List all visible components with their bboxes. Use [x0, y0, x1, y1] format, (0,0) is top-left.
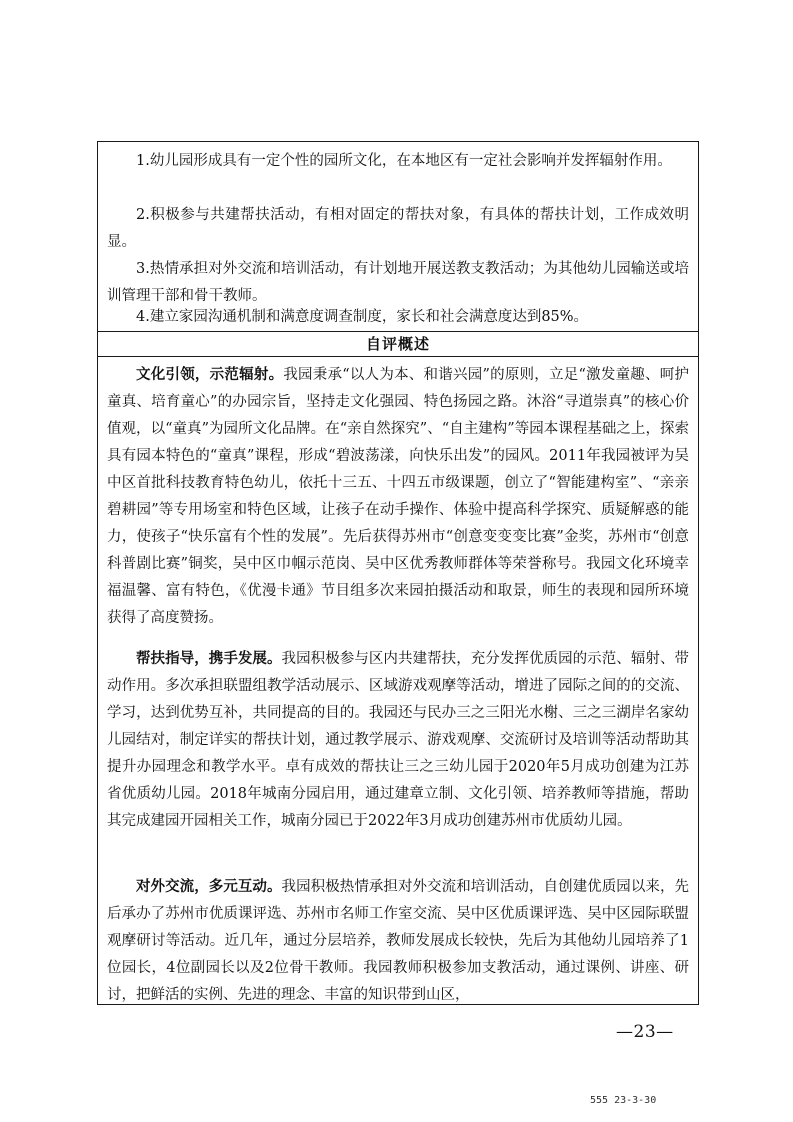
self-evaluation-body [98, 357, 698, 1004]
paragraph [107, 874, 689, 1009]
criteria-item: 1.幼儿园形成具有一定个性的园所文化，在本地区有一定社会影响并发挥辐射作用。 [136, 153, 672, 169]
section-header: 自评概述 [98, 332, 698, 357]
criteria-item: 4.建立家园沟通机制和满意度调查制度，家长和社会满意度达到85%。 [136, 309, 589, 325]
evaluation-table [97, 141, 699, 1005]
paragraph-lead: 文化引领，示范辐射。 [136, 367, 284, 383]
print-stamp: 555 23-3-30 [590, 1095, 657, 1106]
paragraph-lead: 对外交流，多元互动。 [136, 879, 282, 895]
paragraph [107, 646, 689, 835]
paragraph-text: 我园积极参与区内共建帮扶，充分发挥优质园的示范、辐射、带动作用。多次承担联盟组教学活动展示、区域游戏观摩等活动，增进了园际之间的的交流、学习，达到优势互补，共同提高的目的。我园还与民办三之三阳光水榭、三之三湖岸名家幼儿园结对，制定详实的帮扶计划，通过教学展示、游戏观摩、交流研讨及培训等活动帮助其提升办园理念和教学水平。卓有成效的帮扶让三之三幼儿园于2020年5月成功创建为江苏省优质幼儿园。2018年城南分园启用，通过建章立制、文化引领、培养教师等措施，帮助其完成建园开园相关工作，城南分园已于2022年3月成功创建苏州市优质幼儿园。 [107, 651, 690, 829]
paragraph [107, 362, 689, 632]
criteria-item: 2.积极参与共建帮扶活动，有相对固定的帮扶对象，有具体的帮扶计划，工作成效明显。 [107, 207, 689, 250]
page-number: —23— [616, 1022, 674, 1042]
criteria-cell [98, 142, 698, 332]
paragraph-text: 我园积极热情承担对外交流和培训活动，自创建优质园以来，先后承办了苏州市优质课评选、苏州市名师工作室交流、吴中区优质课评选、吴中区园际联盟观摩研讨等活动。近几年，通过分层培养，教师发展成长较快，先后为其他幼儿园培养了1位园长，4位副园长以及2位骨干教师。我园教师积极参加支教活动，通过课例、讲座、研讨，把鲜活的实例、先进的理念、丰富的知识带到山区， [107, 879, 690, 1003]
paragraph-text: 我园秉承“以人为本、和谐兴园”的原则，立足“激发童趣、呵护童真、培育童心”的办园宗旨，坚持走文化强园、特色扬园之路。沐浴“寻道崇真”的核心价值观，以“童真”为园所文化品牌。在“亲自然探究”、“自主建构”等园本课程基础之上，探索具有园本特色的“童真”课程，形成“碧波荡漾，向快乐出发”的园风。2011年我园被评为吴中区首批科技教育特色幼儿，依托十三五、十四五市级课题，创立了“智能建构室”、“亲亲碧耕园”等专用场室和特色区域，让孩子在动手操作、体验中提高科学探究、质疑解惑的能力，使孩子“快乐富有个性的发展”。先后获得苏州市“创意变变变比赛”金奖，苏州市“创意科普剧比赛”铜奖，吴中区巾帼示范岗、吴中区优秀教师群体等荣誉称号。我园文化环境幸福温馨、富有特色，《优漫卡通》节目组多次来园拍摄活动和取景，师生的表现和园所环境获得了高度赞扬。 [107, 367, 689, 626]
criteria-item: 3.热情承担对外交流和培训活动，有计划地开展送教支教活动；为其他幼儿园输送或培训管理干部和骨干教师。 [107, 261, 689, 304]
paragraph-lead: 帮扶指导，携手发展。 [136, 651, 282, 667]
